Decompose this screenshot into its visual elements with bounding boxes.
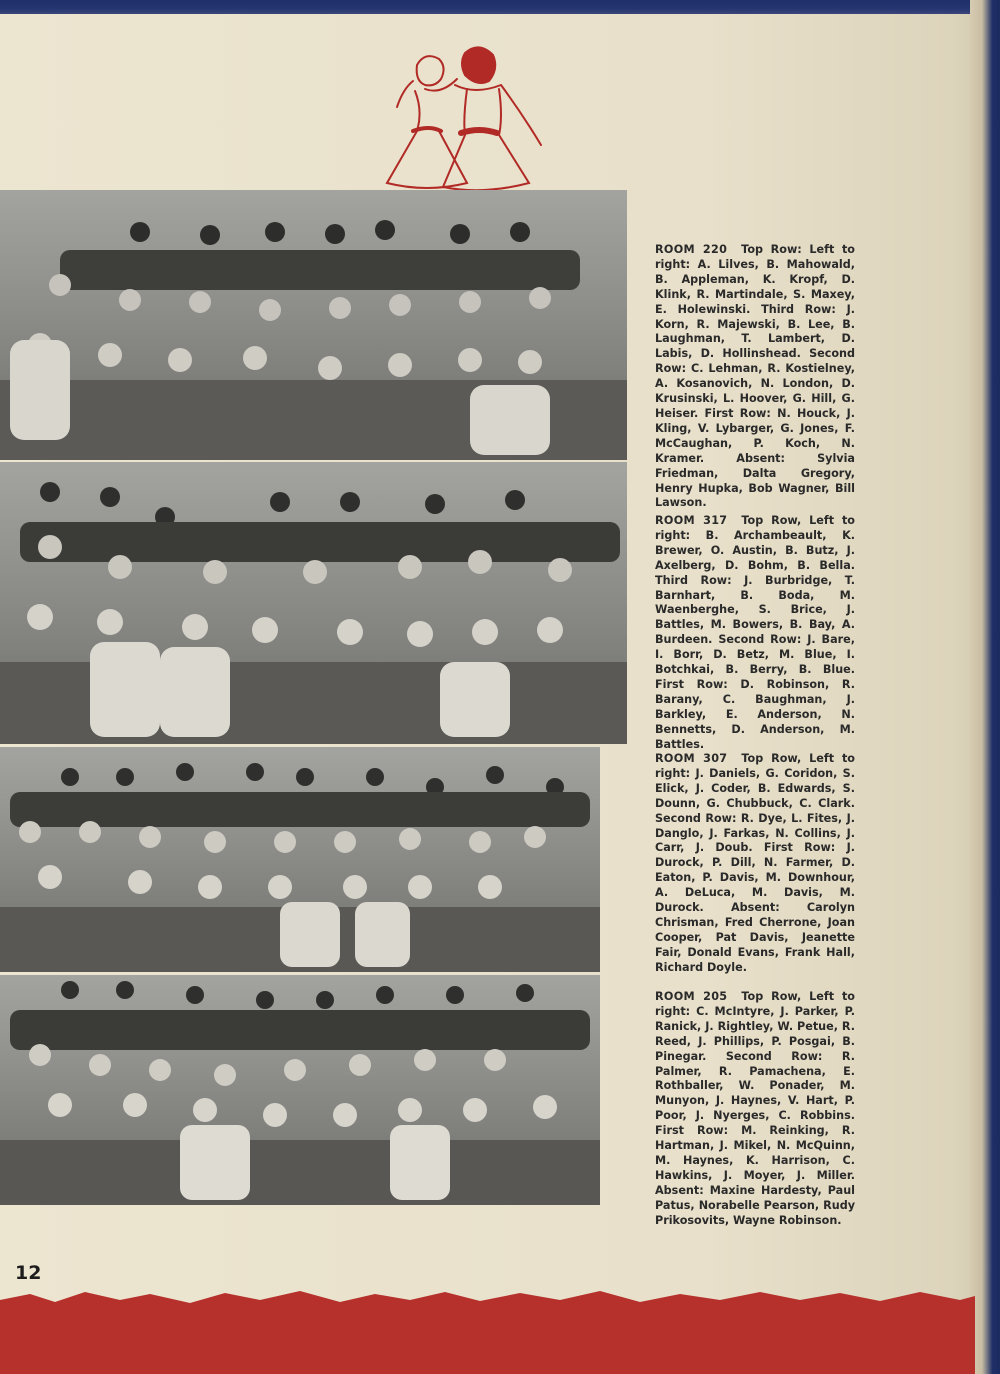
right-girl-arms bbox=[455, 85, 541, 145]
caption-room-307 bbox=[655, 752, 855, 976]
room-307-photo bbox=[0, 747, 600, 972]
room-317-photo bbox=[0, 462, 627, 744]
caption-text: Top Row, Left to right: J. Daniels, G. Coridon, S. Elick, J. Coder, B. Edwards, S. Dounn, G. Chubbuck, C. Clark. Second Row: R. Dye, L. Fites, J. Danglo, J. Farkas, N. Collins, J. Carr, J. Doub. First Row: J. Durock, P. Dill, N. Farmer, D. Eaton, P. Davis, M. Downhour, A. DeLuca, M. Davis, M. Durock. Absent: Carolyn Chrisman, Fred Cherrone, Joan Cooper, Pat Davis, Jeanette Fair, Donald Evans, Frank Hall, Richard Doyle. bbox=[655, 752, 855, 974]
torn-red-band bbox=[0, 1288, 975, 1374]
left-girl-dress bbox=[387, 91, 467, 188]
caption-room-205 bbox=[655, 990, 855, 1229]
top-book-edge bbox=[0, 0, 1000, 14]
room-label: ROOM 317 bbox=[655, 514, 728, 527]
caption-text: Top Row: Left to right: A. Lilves, B. Mahowald, B. Appleman, K. Kropf, D. Klink, R. Martindale, S. Maxey, E. Holewinski. Third Row: J. Korn, R. Majewski, B. Lee, B. Laughman, T. Lambert, D. Labis, D. Hollinshead. Second Row: C. Lehman, R. Kostielney, A. Kosanovich, N. London, D. Krusinski, L. Hoover, G. Hill, G. Heiser. First Row: N. Houck, J. Kling, V. Lybarger, G. Jones, F. McCaughan, P. Koch, N. Kramer. Absent: Sylvia Friedman, Dalta Gregory, Henry Hupka, Bob Wagner, Bill Lawson. bbox=[655, 243, 855, 510]
room-220-students bbox=[0, 190, 627, 460]
room-307-students bbox=[0, 747, 600, 972]
right-book-edge bbox=[970, 0, 1000, 1374]
caption-room-220 bbox=[655, 243, 855, 511]
room-label: ROOM 307 bbox=[655, 752, 728, 765]
room-label: ROOM 205 bbox=[655, 990, 728, 1003]
caption-text: Top Row, Left to right: B. Archambeault, K. Brewer, O. Austin, B. Butz, J. Axelberg, D. Bohm, B. Bella. Third Row: J. Burbridge, T. Barnhart, B. Boda, M. Waenberghe, S. Brice, J. Battles, M. Bowers, B. Bay, A. Burdeen. Second Row: J. Bare, I. Borr, D. Betz, M. Blue, I. Botchkai, B. Berry, B. Blue. First Row: D. Robinson, R. Barany, C. Baughman, J. Barkley, E. Anderson, N. Bennetts, D. Anderson, M. Battles. bbox=[655, 514, 855, 751]
girls-illustration bbox=[355, 45, 555, 195]
room-317-students bbox=[0, 462, 627, 744]
right-girl-dress bbox=[443, 89, 529, 190]
room-205-students bbox=[0, 975, 600, 1205]
left-girl-belt bbox=[413, 128, 441, 131]
page-number: 12 bbox=[15, 1262, 42, 1284]
right-girl-head bbox=[462, 47, 495, 83]
left-girl-arms bbox=[397, 79, 457, 107]
left-girl-head bbox=[417, 56, 444, 85]
caption-room-317 bbox=[655, 514, 855, 753]
caption-text: Top Row, Left to right: C. McIntyre, J. Parker, P. Ranick, J. Rightley, W. Petue, R. Reed, J. Phillips, P. Posgai, B. Pinegar. Second Row: R. Palmer, R. Pamachena, E. Rothballer, W. Ponader, M. Munyon, J. Haynes, V. Hart, P. Poor, J. Nyerges, C. Robbins. First Row: M. Reinking, R. Hartman, J. Mikel, N. McQuinn, M. Haynes, K. Harrison, C. Hawkins, J. Moyer, J. Miller. Absent: Maxine Hardesty, Paul Patus, Norabelle Pearson, Rudy Prikosovits, Wayne Robinson. bbox=[655, 990, 855, 1227]
room-label: ROOM 220 bbox=[655, 243, 728, 256]
right-girl-belt bbox=[461, 130, 497, 133]
room-205-photo bbox=[0, 975, 600, 1205]
room-220-photo bbox=[0, 190, 627, 460]
